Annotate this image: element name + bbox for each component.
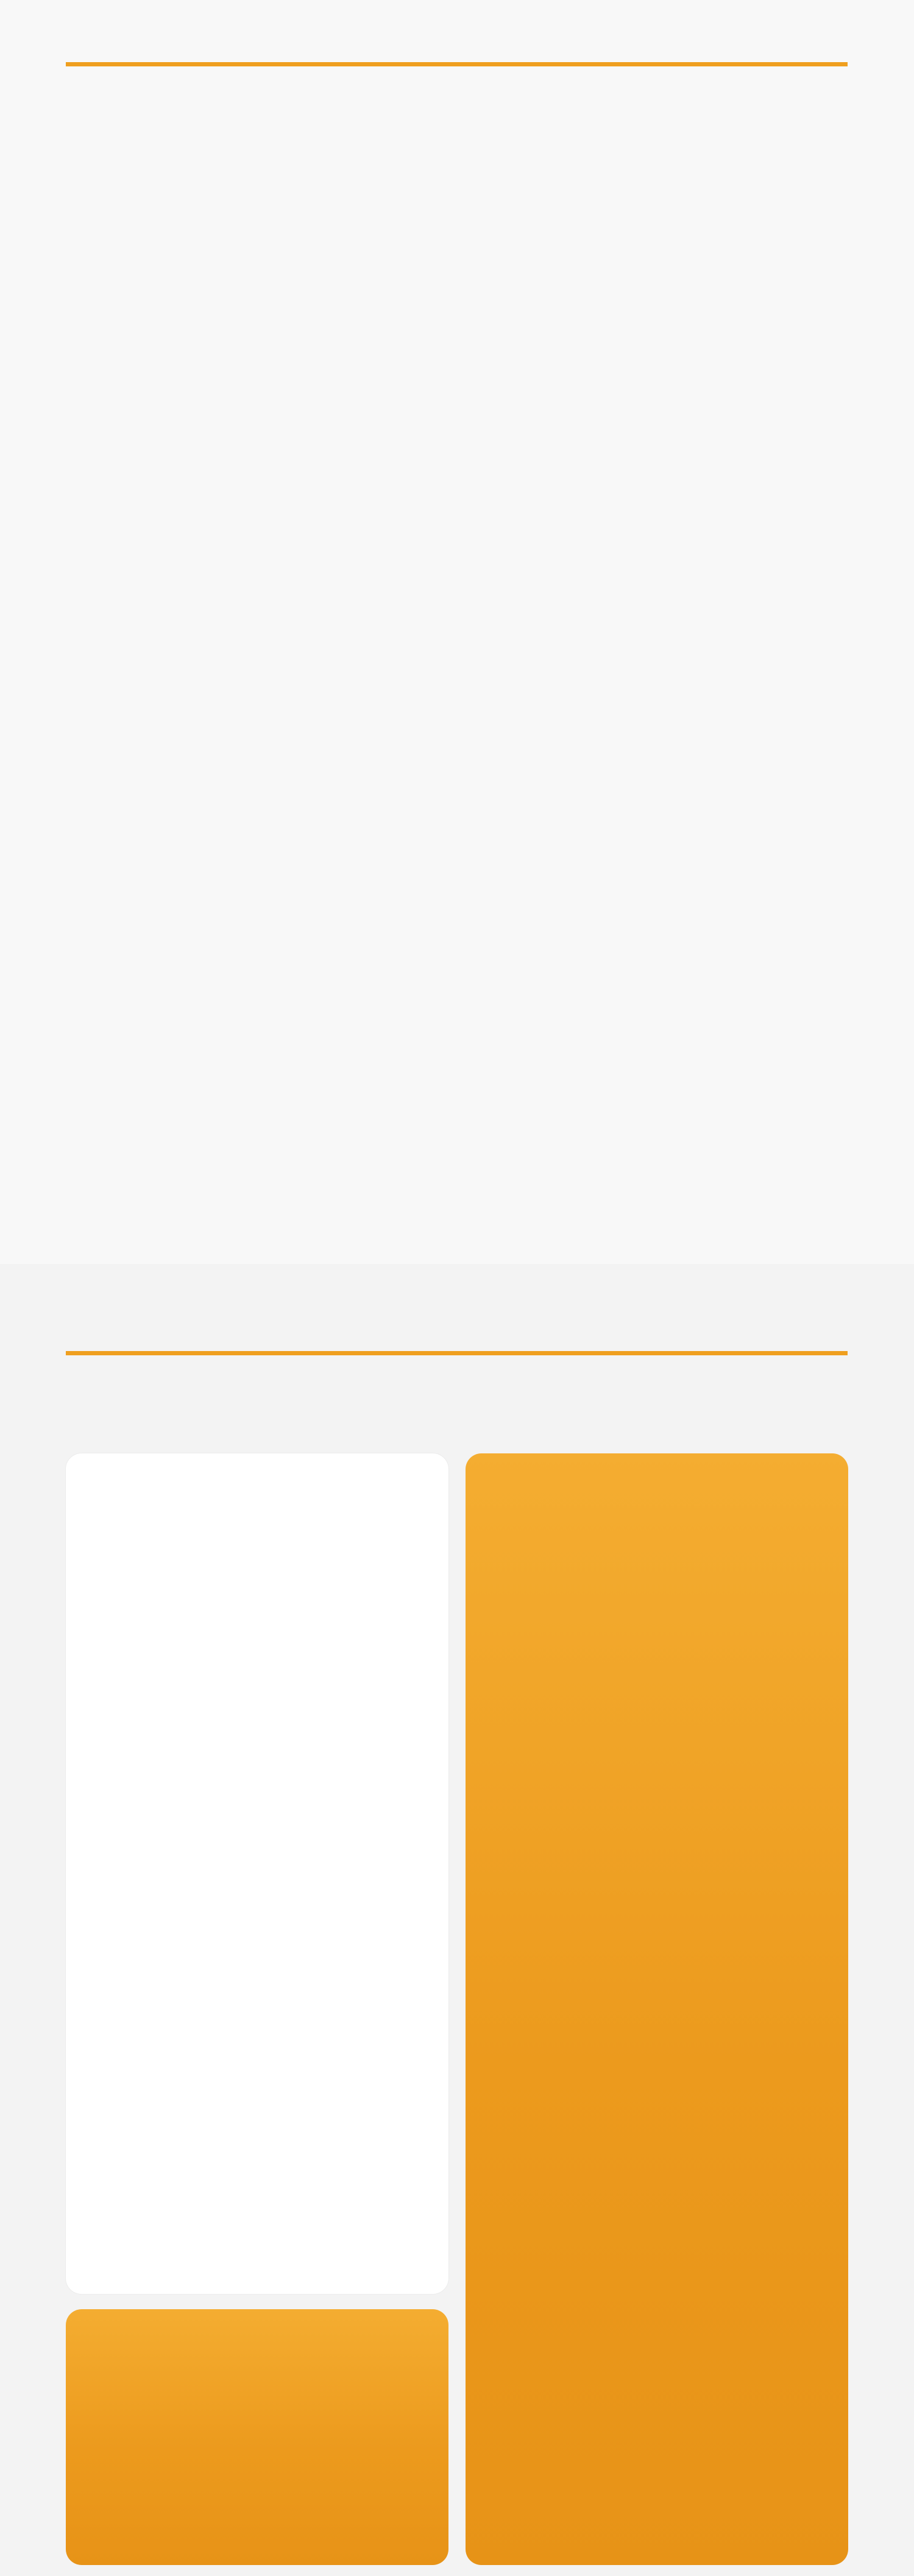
options-continued-card (466, 1453, 848, 2565)
specifications-page (0, 0, 914, 1264)
divider (66, 62, 848, 66)
divider (66, 1351, 848, 1355)
standard-features-card (66, 1453, 448, 2294)
features-page (0, 1264, 914, 2576)
options-card (66, 2309, 448, 2565)
